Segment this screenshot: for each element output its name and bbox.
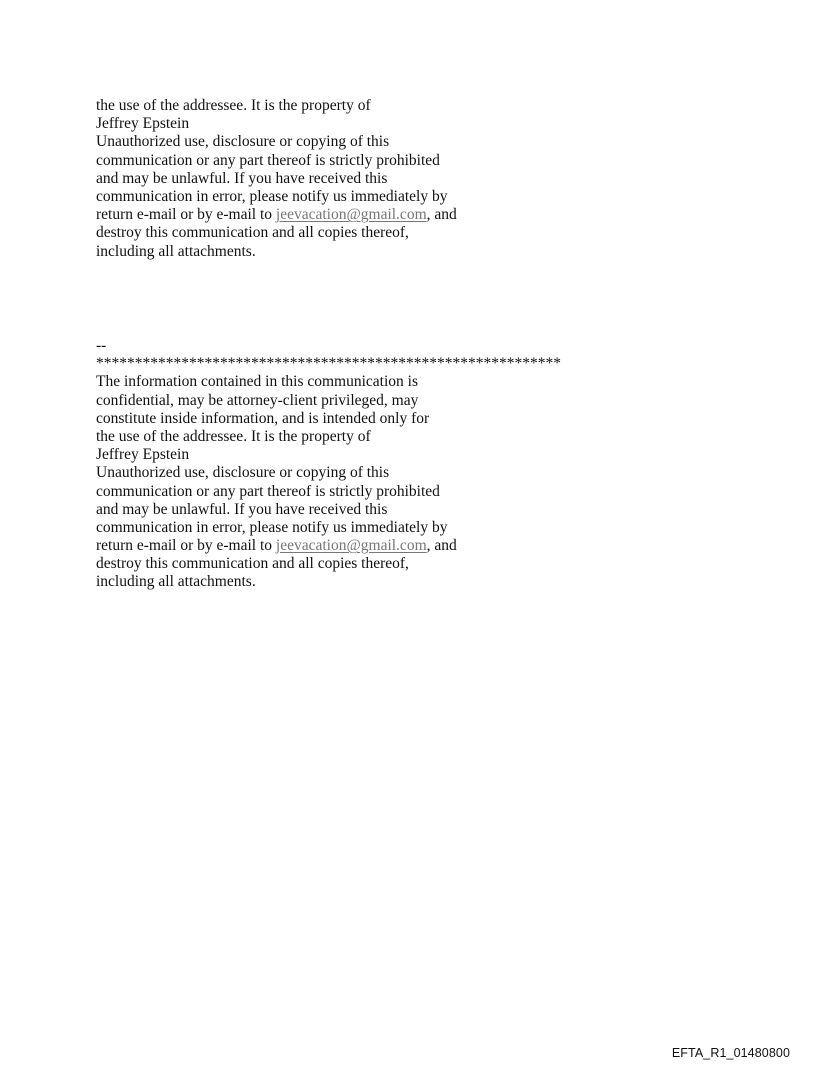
email-link[interactable]: jeevacation@gmail.com (275, 537, 427, 555)
disclaimer-line: Jeffrey Epstein (96, 115, 190, 133)
disclaimer-email-line (96, 206, 457, 224)
disclaimer-line: constitute inside information, and is intended only for (96, 409, 430, 427)
email-prefix-text: return e-mail or by e-mail to (96, 537, 276, 555)
disclaimer-line: Unauthorized use, disclosure or copying of this (96, 133, 390, 151)
disclaimer-line: Jeffrey Epstein (96, 446, 190, 464)
document-id: EFTA_R1_01480800 (671, 1046, 790, 1060)
separator-stars: ************************************************************ (96, 355, 561, 373)
disclaimer-block-2 (96, 337, 561, 592)
disclaimer-line: including all attachments. (96, 242, 256, 260)
disclaimer-line: communication or any part thereof is strictly prohibited (96, 151, 440, 169)
disclaimer-block-1 (96, 97, 457, 261)
separator-dash: -- (96, 337, 107, 354)
disclaimer-line: the use of the addressee. It is the property of (96, 97, 371, 114)
disclaimer-line: Unauthorized use, disclosure or copying of this (96, 464, 390, 482)
disclaimer-line: and may be unlawful. If you have received this (96, 169, 388, 187)
email-suffix-text: , and (426, 206, 457, 224)
disclaimer-line: communication or any part thereof is strictly prohibited (96, 482, 440, 500)
disclaimer-line: communication in error, please notify us immediately by (96, 187, 448, 205)
disclaimer-line: destroy this communication and all copies thereof, (96, 555, 409, 573)
email-suffix-text: , and (426, 537, 457, 555)
email-prefix-text: return e-mail or by e-mail to (96, 206, 276, 224)
disclaimer-line: communication in error, please notify us immediately by (96, 518, 448, 536)
disclaimer-line: and may be unlawful. If you have received this (96, 500, 388, 518)
disclaimer-line: destroy this communication and all copies thereof, (96, 224, 409, 242)
email-link[interactable]: jeevacation@gmail.com (275, 206, 427, 224)
disclaimer-email-line (96, 537, 561, 555)
disclaimer-line: The information contained in this communication is (96, 373, 418, 391)
disclaimer-line: including all attachments. (96, 573, 256, 591)
disclaimer-line: the use of the addressee. It is the property of (96, 427, 371, 445)
disclaimer-line: confidential, may be attorney-client privileged, may (96, 391, 419, 409)
